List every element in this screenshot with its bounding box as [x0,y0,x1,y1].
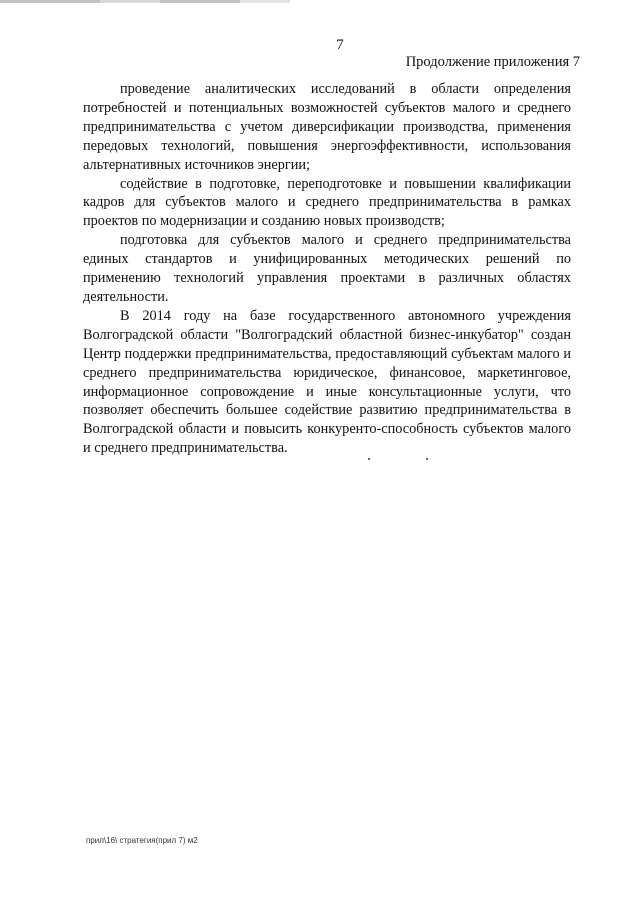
appendix-continuation-label: Продолжение приложения 7 [405,54,580,70]
document-body [83,80,571,458]
paragraph-project-standards: подготовка для субъектов малого и среднего предпринимательства единых стандартов и унифицированных методических решений по применению технологий управления проектами в различных областях деятельности. [83,232,571,305]
scan-artifact-line [0,0,290,3]
paragraph-analytical-research: проведение аналитических исследований в области определения потребностей и потенциальных возможностей субъектов малого и среднего предпринимательства с учетом диверсификации производства, применения передовых технологий, повышения энергоэффективности, использования альтернативных источников энергии; [83,81,571,173]
page-number: 7 [336,37,344,53]
scan-dots [368,458,432,460]
paragraph-staff-training: содействие в подготовке, переподготовке и повышении квалификации кадров для субъектов малого и среднего предпринимательства в рамках проектов по модернизации и созданию новых производств; [83,175,571,230]
footer-file-path: прил\16\ стратегия(прил 7) м2 [86,836,198,845]
paragraph-support-center: В 2014 году на базе государственного автономного учреждения Волгоградской области "Волгоградский областной бизнес-инкубатор" создан Центр поддержки предпринимательства, предоставляющий субъектам малого и среднего предпринимательства юридическое, финансовое, маркетинговое, информационное сопровождение и иные консультационные услуги, что позволяет обеспечить большее содействие развитию предпринимательства в Волгоградской области и повысить конкуренто-способность субъектов малого и среднего предпринимательства. [83,307,571,457]
